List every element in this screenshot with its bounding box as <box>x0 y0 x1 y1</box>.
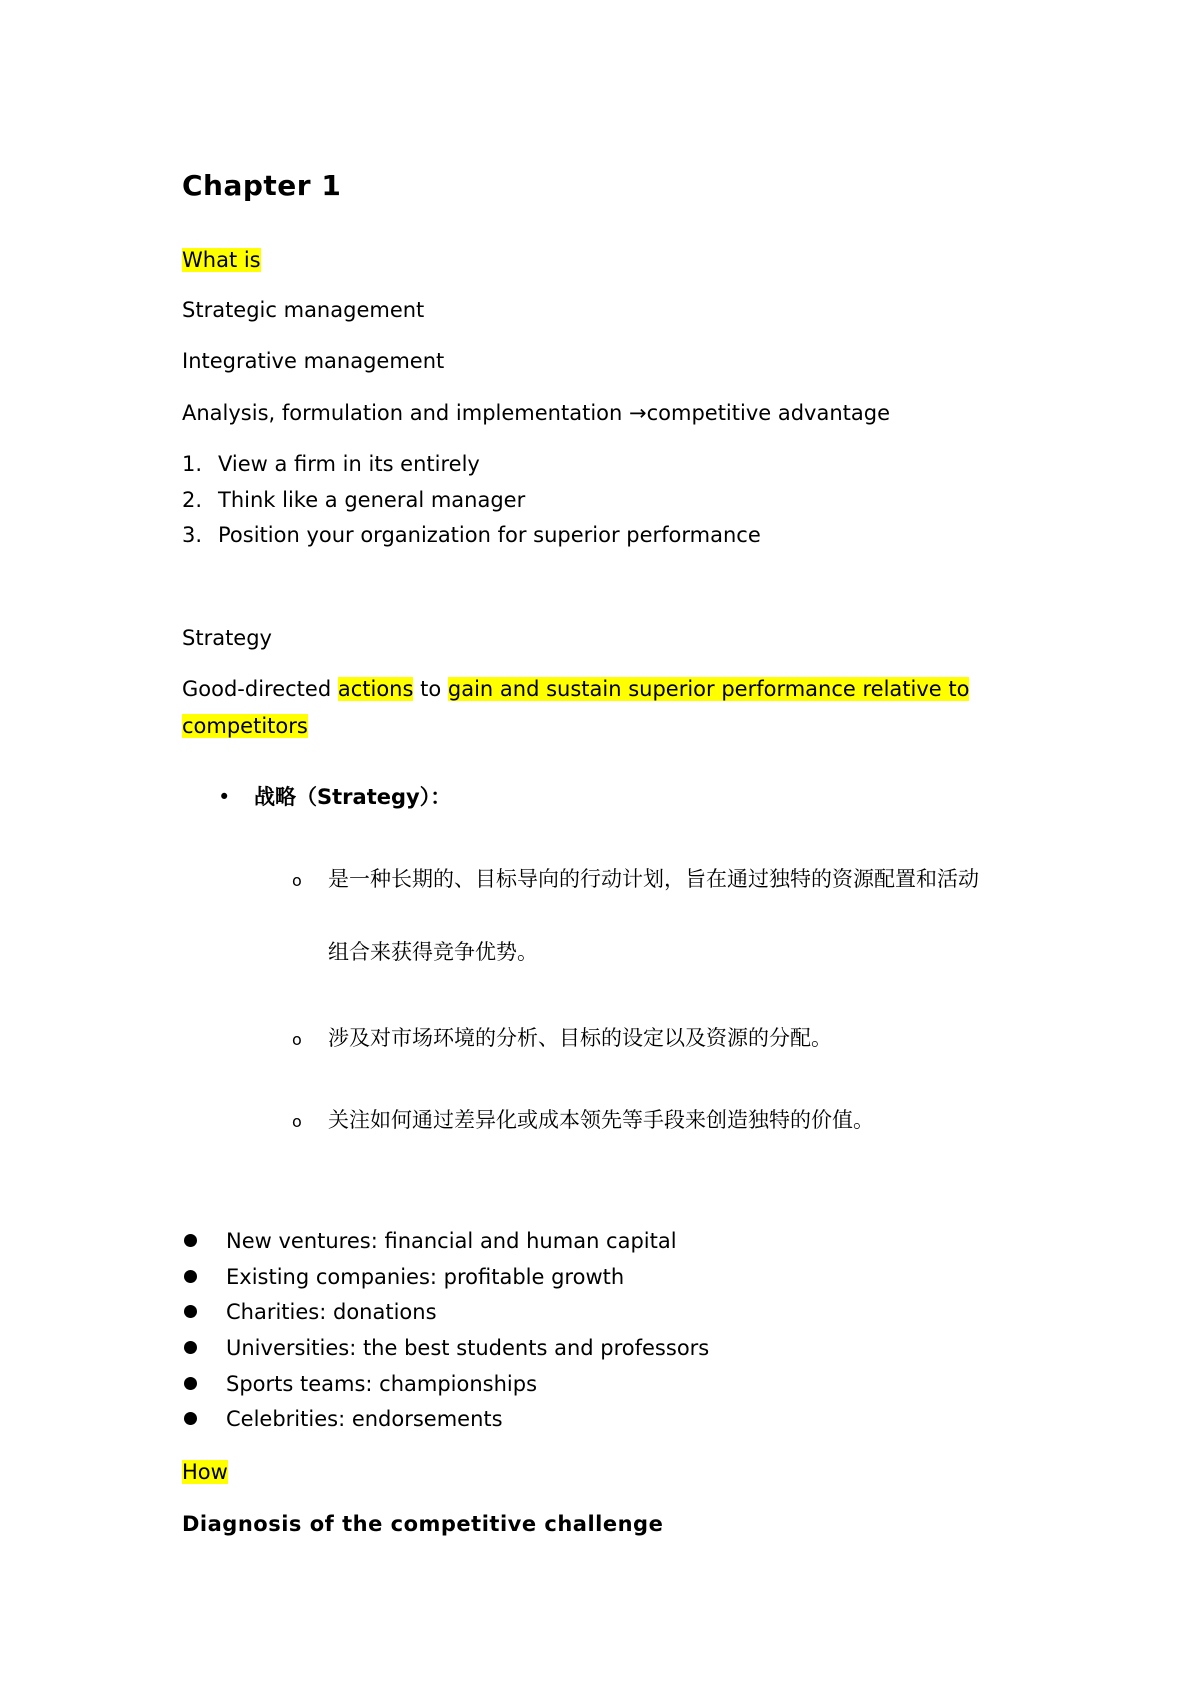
definition-actions: actions <box>337 677 414 701</box>
what-is-label-row <box>182 246 261 274</box>
numbered-item-number: 3. <box>182 523 203 547</box>
disc-bullet-icon <box>184 1305 197 1318</box>
example-text: Universities: the best students and professors <box>226 1336 710 1360</box>
numbered-item-text: Think like a general manager <box>218 488 526 512</box>
disc-bullet-icon <box>184 1412 197 1425</box>
circle-bullet-icon: o <box>292 1030 302 1049</box>
definition-part-1: Good-directed <box>182 677 338 701</box>
strategic-management-line: Strategic management <box>182 298 425 322</box>
bullet-dot-icon: • <box>218 785 231 809</box>
definition-line-1 <box>182 675 969 703</box>
analysis-line: Analysis, formulation and implementation →competitive advantage <box>182 401 891 425</box>
zh-subitem-text: 组合来获得竞争优势。 <box>328 940 538 964</box>
zh-strategy-bullet <box>218 783 451 811</box>
example-text: Existing companies: profitable growth <box>226 1265 625 1289</box>
integrative-management-line: Integrative management <box>182 349 445 373</box>
numbered-item-number: 2. <box>182 488 203 512</box>
diagnosis-heading: Diagnosis of the competitive challenge <box>182 1512 664 1536</box>
example-text: Celebrities: endorsements <box>226 1407 503 1431</box>
disc-bullet-icon <box>184 1377 197 1390</box>
definition-part-3: to <box>413 677 448 701</box>
disc-bullet-icon <box>184 1234 197 1247</box>
definition-competitors: competitors <box>182 714 308 738</box>
page-title: Chapter 1 <box>182 169 342 202</box>
circle-bullet-icon: o <box>292 871 302 890</box>
example-text: New ventures: financial and human capital <box>226 1229 677 1253</box>
numbered-item <box>182 521 761 549</box>
strategy-label: Strategy <box>182 626 272 650</box>
disc-bullet-icon <box>184 1341 197 1354</box>
example-text: Sports teams: championships <box>226 1372 538 1396</box>
disc-bullet-icon <box>184 1270 197 1283</box>
zh-subitem-text: 涉及对市场环境的分析、目标的设定以及资源的分配。 <box>328 1026 832 1050</box>
zh-subitem-text: 是一种长期的、目标导向的行动计划，旨在通过独特的资源配置和活动 <box>328 867 979 891</box>
numbered-item <box>182 450 480 478</box>
what-is-label: What is <box>182 248 261 272</box>
how-label-row <box>182 1458 228 1486</box>
how-label: How <box>182 1460 228 1484</box>
zh-strategy-label: 战略（Strategy）： <box>254 785 452 809</box>
numbered-item <box>182 486 525 514</box>
numbered-item-text: Position your organization for superior performance <box>218 523 761 547</box>
zh-subitem-text: 关注如何通过差异化或成本领先等手段来创造独特的价值。 <box>328 1108 874 1132</box>
example-text: Charities: donations <box>226 1300 437 1324</box>
definition-gain: gain and sustain superior performance relative to <box>447 677 970 701</box>
numbered-item-text: View a firm in its entirely <box>218 452 480 476</box>
definition-line-2 <box>182 712 308 740</box>
numbered-item-number: 1. <box>182 452 203 476</box>
circle-bullet-icon: o <box>292 1112 302 1131</box>
